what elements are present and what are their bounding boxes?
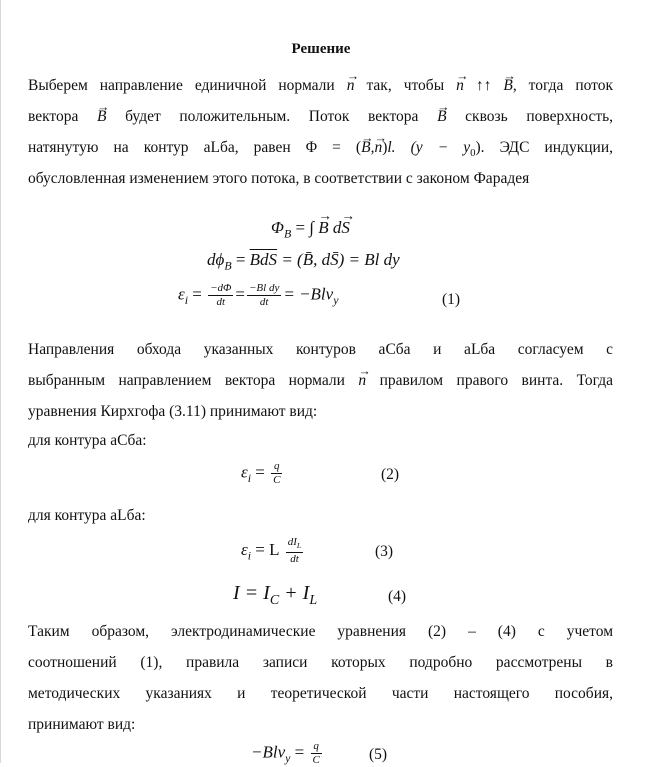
kirchhoff-line-2: выбранным направлением вектора нормали → n правилом правого винта. Тогда (28, 365, 613, 396)
kirchhoff-line-1: Направления обхода указанных контуров aCба и aLба согласуем с (28, 341, 613, 358)
equation-flux: $\Phi_B$ = ∫ → B d→ S (271, 218, 350, 241)
intro-line-1: Выберем направление единичной нормали → n так, чтобы → n ↑↑ → B, тогда поток (28, 70, 613, 101)
summary-line-3: методических указаниях и теоретической части настоящего пособия, (28, 685, 613, 702)
fraction-q-c-5: $\frac{q}{C}$ (312, 740, 320, 766)
equation-tag-5: (5) (369, 746, 388, 763)
equation-tag-4: (4) (388, 588, 407, 605)
contour-c-label: для контура aCба: (28, 432, 147, 449)
equation-5: −Blv$_y$ = $\frac{q}{C}$ (251, 740, 320, 766)
equation-4: $I = I_C + I_L$ (233, 582, 318, 608)
section-title: Решение (291, 41, 351, 57)
intro-line-3: натянутую на контур aLба, равен Φ = (→ B,→ n)l. $(y - y_0)$. ЭДС индукции, (28, 132, 613, 163)
equation-3: $\varepsilon_i = L$ $\frac{dI_L}{dt}$ (241, 536, 302, 566)
kirchhoff-line-3: уравнения Кирхгофа (3.11) принимают вид: (28, 403, 318, 420)
fraction-q-c: $\frac{q}{C}$ (273, 460, 281, 486)
kirchhoff-paragraph (28, 334, 613, 427)
intro-line-4: обусловленная изменением этого потока, в соответствии с законом Фарадея (28, 170, 530, 187)
summary-line-4: принимают вид: (28, 716, 136, 733)
fraction-dphi-dt: $\frac{-d\Phi}{dt}$ (210, 282, 232, 308)
intro-line-2: вектора → B будет положительным. Поток вектора → B сквозь поверхность, (28, 101, 613, 132)
summary-line-1: Таким образом, электродинамические уравнения (2) – (4) с учетом (28, 623, 613, 640)
summary-line-2: соотношений (1), правила записи которых подробно рассмотрены в (28, 654, 613, 671)
fraction-dil-dt: $\frac{dI_L}{dt}$ (287, 536, 302, 566)
equation-tag-2: (2) (381, 466, 400, 483)
equation-tag-1: (1) (442, 291, 461, 308)
intro-paragraph (28, 70, 613, 194)
summary-paragraph (28, 616, 613, 740)
equation-tag-3: (3) (375, 543, 394, 560)
contour-l-label: для контура aLба: (28, 507, 146, 524)
equation-dphi: $d\phi_B = \overline{BdS}$ = (B̄, dS̄) = Bl dy (207, 250, 400, 273)
equation-2: $\varepsilon_i$ = $\frac{q}{C}$ (241, 460, 281, 486)
fraction-bldy-dt: $\frac{\text{−Bl dy}}{dt}$ (249, 282, 280, 308)
equation-emf: $\varepsilon_i$ = $\frac{-d\Phi}{dt}$ = $\frac{\text{−Bl dy}}{dt}$ = −Blv$_y$ (178, 282, 339, 308)
